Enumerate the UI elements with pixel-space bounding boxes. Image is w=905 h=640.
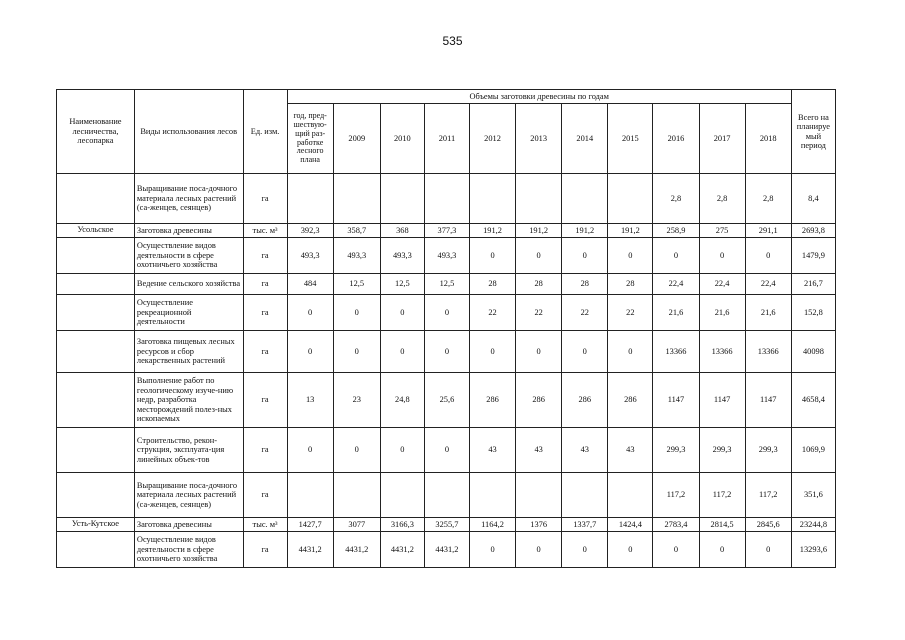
value-cell: 299,3 xyxy=(745,428,791,473)
total-cell: 1069,9 xyxy=(791,428,835,473)
header-year: 2018 xyxy=(745,104,791,174)
value-cell: 22 xyxy=(469,295,515,331)
value-cell xyxy=(424,473,469,518)
value-cell xyxy=(380,473,424,518)
value-cell: 493,3 xyxy=(333,238,380,274)
total-cell: 2693,8 xyxy=(791,224,835,238)
unit-cell: тыс. м³ xyxy=(243,518,287,532)
value-cell: 0 xyxy=(333,428,380,473)
unit-cell: га xyxy=(243,532,287,568)
value-cell: 117,2 xyxy=(745,473,791,518)
total-cell: 351,6 xyxy=(791,473,835,518)
activity-cell: Заготовка древесины xyxy=(134,224,243,238)
forestry-cell: Усть-Кутское xyxy=(57,518,135,532)
value-cell: 0 xyxy=(562,532,608,568)
value-cell: 0 xyxy=(287,295,333,331)
value-cell xyxy=(287,174,333,224)
header-year: 2015 xyxy=(608,104,653,174)
header-year: 2016 xyxy=(653,104,699,174)
value-cell: 286 xyxy=(469,373,515,428)
value-cell: 1147 xyxy=(653,373,699,428)
value-cell: 368 xyxy=(380,224,424,238)
table-row xyxy=(57,174,836,224)
value-cell: 24,8 xyxy=(380,373,424,428)
value-cell: 22 xyxy=(562,295,608,331)
unit-cell: га xyxy=(243,331,287,373)
total-cell: 1479,9 xyxy=(791,238,835,274)
unit-cell: га xyxy=(243,428,287,473)
activity-cell: Выполнение работ по геологическому изуче-нию недр, разработка месторождений полез-ных ископаемых xyxy=(134,373,243,428)
value-cell: 291,1 xyxy=(745,224,791,238)
value-cell: 377,3 xyxy=(424,224,469,238)
value-cell: 23 xyxy=(333,373,380,428)
unit-cell: га xyxy=(243,295,287,331)
forestry-cell xyxy=(57,331,135,373)
value-cell: 2,8 xyxy=(653,174,699,224)
value-cell: 28 xyxy=(516,274,562,295)
value-cell: 22,4 xyxy=(699,274,745,295)
value-cell: 13366 xyxy=(699,331,745,373)
value-cell: 0 xyxy=(424,331,469,373)
value-cell: 286 xyxy=(562,373,608,428)
header-year: 2012 xyxy=(469,104,515,174)
value-cell: 22 xyxy=(516,295,562,331)
table-row xyxy=(57,224,836,238)
forestry-cell xyxy=(57,532,135,568)
table-row xyxy=(57,473,836,518)
value-cell: 0 xyxy=(653,532,699,568)
wood-harvest-table xyxy=(56,89,836,568)
value-cell: 12,5 xyxy=(424,274,469,295)
header-use-type: Виды использования лесов xyxy=(134,90,243,174)
forestry-cell xyxy=(57,295,135,331)
value-cell: 0 xyxy=(424,428,469,473)
value-cell xyxy=(380,174,424,224)
value-cell xyxy=(516,473,562,518)
value-cell: 1424,4 xyxy=(608,518,653,532)
value-cell: 12,5 xyxy=(333,274,380,295)
value-cell: 191,2 xyxy=(562,224,608,238)
value-cell: 2814,5 xyxy=(699,518,745,532)
value-cell: 1164,2 xyxy=(469,518,515,532)
value-cell: 1147 xyxy=(699,373,745,428)
value-cell: 191,2 xyxy=(608,224,653,238)
header-total: Всего на планируе мый период xyxy=(791,90,835,174)
header-volumes-by-year: Объемы заготовки древесины по годам xyxy=(287,90,791,104)
value-cell: 43 xyxy=(469,428,515,473)
value-cell xyxy=(562,174,608,224)
value-cell: 0 xyxy=(608,238,653,274)
value-cell: 117,2 xyxy=(699,473,745,518)
value-cell: 3166,3 xyxy=(380,518,424,532)
value-cell xyxy=(608,473,653,518)
value-cell: 0 xyxy=(469,238,515,274)
value-cell: 0 xyxy=(287,331,333,373)
value-cell: 191,2 xyxy=(469,224,515,238)
value-cell: 0 xyxy=(699,532,745,568)
value-cell: 0 xyxy=(424,295,469,331)
value-cell: 275 xyxy=(699,224,745,238)
value-cell: 0 xyxy=(516,331,562,373)
value-cell: 0 xyxy=(333,295,380,331)
value-cell: 0 xyxy=(333,331,380,373)
table-row xyxy=(57,518,836,532)
value-cell xyxy=(562,473,608,518)
activity-cell: Заготовка древесины xyxy=(134,518,243,532)
forestry-cell xyxy=(57,174,135,224)
value-cell: 0 xyxy=(608,532,653,568)
value-cell: 0 xyxy=(516,532,562,568)
total-cell: 216,7 xyxy=(791,274,835,295)
value-cell: 299,3 xyxy=(699,428,745,473)
value-cell: 0 xyxy=(380,331,424,373)
header-year: 2011 xyxy=(424,104,469,174)
value-cell: 191,2 xyxy=(516,224,562,238)
value-cell: 0 xyxy=(562,331,608,373)
table-body xyxy=(57,174,836,568)
value-cell: 12,5 xyxy=(380,274,424,295)
value-cell xyxy=(333,473,380,518)
value-cell xyxy=(469,174,515,224)
table-row xyxy=(57,238,836,274)
value-cell: 2,8 xyxy=(745,174,791,224)
table-row xyxy=(57,373,836,428)
value-cell: 21,6 xyxy=(699,295,745,331)
header-year: 2010 xyxy=(380,104,424,174)
value-cell: 4431,2 xyxy=(380,532,424,568)
value-cell: 2783,4 xyxy=(653,518,699,532)
activity-cell: Заготовка пищевых лесных ресурсов и сбор лекарственных растений xyxy=(134,331,243,373)
total-cell: 152,8 xyxy=(791,295,835,331)
forestry-cell xyxy=(57,274,135,295)
value-cell xyxy=(287,473,333,518)
value-cell: 1147 xyxy=(745,373,791,428)
activity-cell: Осуществление видов деятельности в сфере охотничьего хозяйства xyxy=(134,532,243,568)
value-cell: 28 xyxy=(469,274,515,295)
total-cell: 8,4 xyxy=(791,174,835,224)
value-cell: 392,3 xyxy=(287,224,333,238)
value-cell: 4431,2 xyxy=(424,532,469,568)
value-cell: 43 xyxy=(516,428,562,473)
header-year: 2014 xyxy=(562,104,608,174)
forestry-cell xyxy=(57,428,135,473)
value-cell: 484 xyxy=(287,274,333,295)
unit-cell: га xyxy=(243,473,287,518)
value-cell: 0 xyxy=(380,428,424,473)
value-cell: 28 xyxy=(562,274,608,295)
activity-cell: Ведение сельского хозяйства xyxy=(134,274,243,295)
value-cell: 3255,7 xyxy=(424,518,469,532)
value-cell: 0 xyxy=(653,238,699,274)
value-cell: 0 xyxy=(562,238,608,274)
value-cell: 493,3 xyxy=(380,238,424,274)
forestry-cell: Усольское xyxy=(57,224,135,238)
value-cell: 3077 xyxy=(333,518,380,532)
value-cell: 0 xyxy=(745,238,791,274)
unit-cell: га xyxy=(243,373,287,428)
table-row xyxy=(57,331,836,373)
value-cell: 286 xyxy=(516,373,562,428)
total-cell: 4658,4 xyxy=(791,373,835,428)
value-cell: 493,3 xyxy=(287,238,333,274)
value-cell: 22,4 xyxy=(653,274,699,295)
value-cell: 21,6 xyxy=(653,295,699,331)
value-cell: 13 xyxy=(287,373,333,428)
activity-cell: Строительство, рекон-струкция, эксплуата-ция линейных объек-тов xyxy=(134,428,243,473)
value-cell xyxy=(333,174,380,224)
value-cell: 1427,7 xyxy=(287,518,333,532)
table-row xyxy=(57,532,836,568)
header-year: 2009 xyxy=(333,104,380,174)
unit-cell: тыс. м³ xyxy=(243,224,287,238)
value-cell xyxy=(608,174,653,224)
value-cell: 13366 xyxy=(745,331,791,373)
header-year: 2017 xyxy=(699,104,745,174)
table-row xyxy=(57,428,836,473)
value-cell: 0 xyxy=(287,428,333,473)
activity-cell: Выращивание поса-дочного материала лесных растений (са-женцев, сеянцев) xyxy=(134,473,243,518)
value-cell: 0 xyxy=(745,532,791,568)
value-cell: 2845,6 xyxy=(745,518,791,532)
value-cell: 0 xyxy=(516,238,562,274)
value-cell: 358,7 xyxy=(333,224,380,238)
value-cell: 0 xyxy=(608,331,653,373)
table-row xyxy=(57,274,836,295)
header-forestry: Наименование лесничества, лесопарка xyxy=(57,90,135,174)
value-cell: 0 xyxy=(699,238,745,274)
total-cell: 13293,6 xyxy=(791,532,835,568)
forestry-cell xyxy=(57,473,135,518)
unit-cell: га xyxy=(243,238,287,274)
value-cell: 0 xyxy=(380,295,424,331)
header-unit: Ед. изм. xyxy=(243,90,287,174)
activity-cell: Осуществление видов деятельности в сфере охотничьего хозяйства xyxy=(134,238,243,274)
activity-cell: Осуществление рекреационной деятельности xyxy=(134,295,243,331)
table-row xyxy=(57,295,836,331)
value-cell: 1337,7 xyxy=(562,518,608,532)
value-cell xyxy=(424,174,469,224)
value-cell: 21,6 xyxy=(745,295,791,331)
value-cell: 1376 xyxy=(516,518,562,532)
value-cell: 258,9 xyxy=(653,224,699,238)
value-cell: 493,3 xyxy=(424,238,469,274)
value-cell: 43 xyxy=(608,428,653,473)
value-cell xyxy=(516,174,562,224)
total-cell: 40098 xyxy=(791,331,835,373)
value-cell: 28 xyxy=(608,274,653,295)
value-cell: 22 xyxy=(608,295,653,331)
value-cell: 0 xyxy=(469,331,515,373)
value-cell xyxy=(469,473,515,518)
forestry-cell xyxy=(57,238,135,274)
value-cell: 4431,2 xyxy=(333,532,380,568)
value-cell: 22,4 xyxy=(745,274,791,295)
forestry-cell xyxy=(57,373,135,428)
page-number: 535 xyxy=(442,34,463,48)
header-year: 2013 xyxy=(516,104,562,174)
total-cell: 23244,8 xyxy=(791,518,835,532)
value-cell: 4431,2 xyxy=(287,532,333,568)
unit-cell: га xyxy=(243,274,287,295)
value-cell: 117,2 xyxy=(653,473,699,518)
value-cell: 299,3 xyxy=(653,428,699,473)
value-cell: 13366 xyxy=(653,331,699,373)
value-cell: 25,6 xyxy=(424,373,469,428)
unit-cell: га xyxy=(243,174,287,224)
header-year: год, пред-шествую-щий раз-работке лесного плана xyxy=(287,104,333,174)
value-cell: 2,8 xyxy=(699,174,745,224)
value-cell: 286 xyxy=(608,373,653,428)
value-cell: 43 xyxy=(562,428,608,473)
value-cell: 0 xyxy=(469,532,515,568)
activity-cell: Выращивание поса-дочного материала лесных растений (са-женцев, сеянцев) xyxy=(134,174,243,224)
